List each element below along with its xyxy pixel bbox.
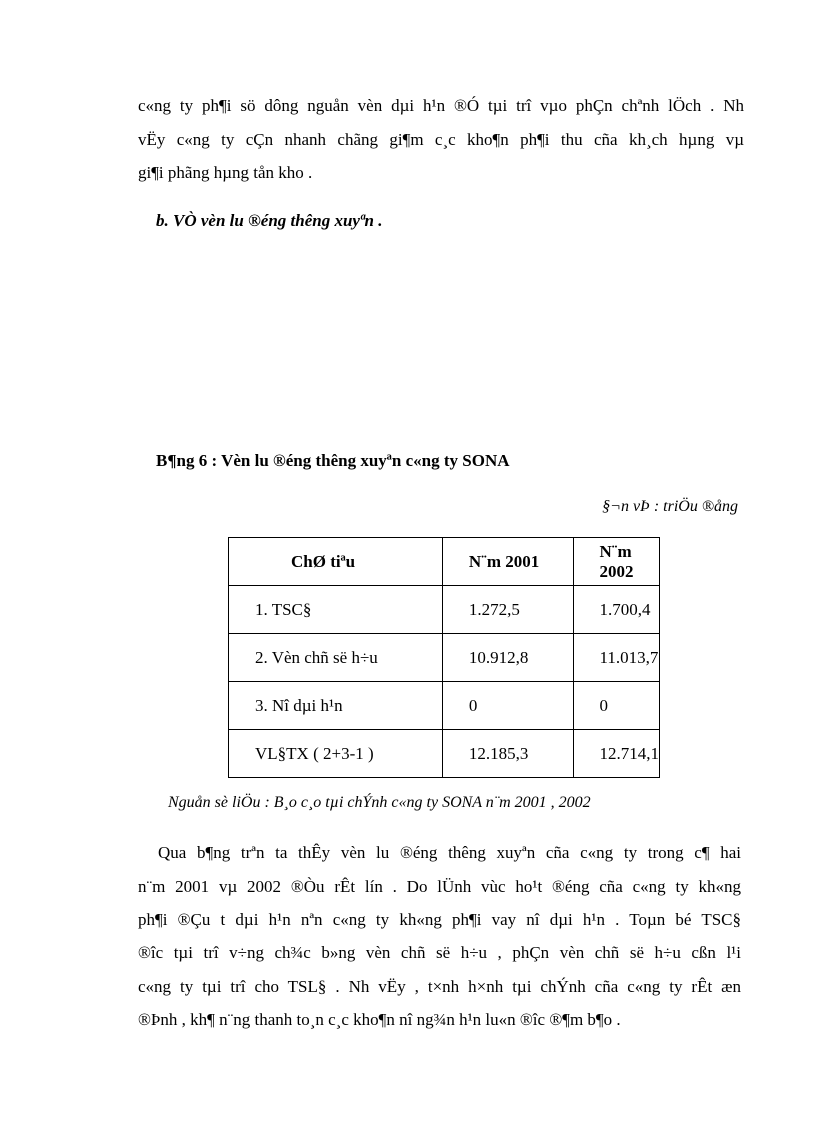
table-row: [229, 682, 660, 730]
source-note: Nguån sè liÖu : B¸o c¸o tµi chÝnh c«ng ty SONA n¨m 2001 , 2002: [168, 794, 591, 811]
table-header-row: [229, 538, 660, 586]
paragraph-2-line-3: ph¶i ®Çu t dµi h¹n nªn c«ng ty kh«ng ph¶i vay nî dµi h¹n . Toµn bé TSC§: [138, 910, 741, 929]
cell-2001: 0: [442, 682, 573, 730]
unit-label: §¬n vÞ : triÖu ®ång: [602, 498, 738, 515]
paragraph-1-line-2: vËy c«ng ty cÇn nhanh chãng gi¶m c¸c kho¶n ph¶i thu cña kh¸ch hµng vµ: [138, 130, 744, 149]
row-label: 3. Nî dµi h¹n: [229, 682, 443, 730]
table-row: [229, 586, 660, 634]
header-year-2002: N¨m 2002: [573, 538, 660, 586]
table-row: [229, 730, 660, 778]
cell-2002: 0: [573, 682, 660, 730]
row-label: 2. Vèn chñ së h÷u: [229, 634, 443, 682]
cell-2002: 12.714,1: [573, 730, 660, 778]
paragraph-2-line-1: Qua b¶ng trªn ta thÊy vèn lu ®éng thêng xuyªn cña c«ng ty trong c¶ hai: [158, 843, 741, 862]
paragraph-2-line-4: ®îc tµi trî v÷ng ch¾c b»ng vèn chñ së h÷u , phÇn vèn chñ së h÷u cßn l¹i: [138, 943, 741, 962]
table-row: [229, 634, 660, 682]
cell-2001: 1.272,5: [442, 586, 573, 634]
paragraph-2-line-5: c«ng ty tµi trî cho TSL§ . Nh vËy , t×nh h×nh tµi chÝnh cña c«ng ty rÊt æn: [138, 977, 741, 996]
cell-2001: 10.912,8: [442, 634, 573, 682]
section-heading: b. VÒ vèn lu ®éng thêng xuyªn .: [156, 211, 383, 230]
paragraph-2-line-2: n¨m 2001 vµ 2002 ®Òu rÊt lín . Do lÜnh vùc ho¹t ®éng cña c«ng ty kh«ng: [138, 877, 741, 896]
header-indicator: ChØ tiªu: [229, 538, 443, 586]
table-title: B¶ng 6 : Vèn lu ®éng thêng xuyªn c«ng ty SONA: [156, 451, 510, 470]
header-year-2001: N¨m 2001: [442, 538, 573, 586]
cell-2001: 12.185,3: [442, 730, 573, 778]
paragraph-1-line-1: c«ng ty ph¶i sö dông nguån vèn dµi h¹n ®Ó tµi trî vµo phÇn chªnh lÖch . Nh: [138, 96, 744, 115]
row-label: 1. TSC§: [229, 586, 443, 634]
paragraph-2-line-6: ®Þnh , kh¶ n¨ng thanh to¸n c¸c kho¶n nî ng¾n h¹n lu«n ®îc ®¶m b¶o .: [138, 1010, 621, 1029]
data-table: [228, 537, 660, 778]
cell-2002: 1.700,4: [573, 586, 660, 634]
paragraph-1-line-3: gi¶i phãng hµng tån kho .: [138, 163, 313, 182]
row-label: VL§TX ( 2+3-1 ): [229, 730, 443, 778]
cell-2002: 11.013,7: [573, 634, 660, 682]
